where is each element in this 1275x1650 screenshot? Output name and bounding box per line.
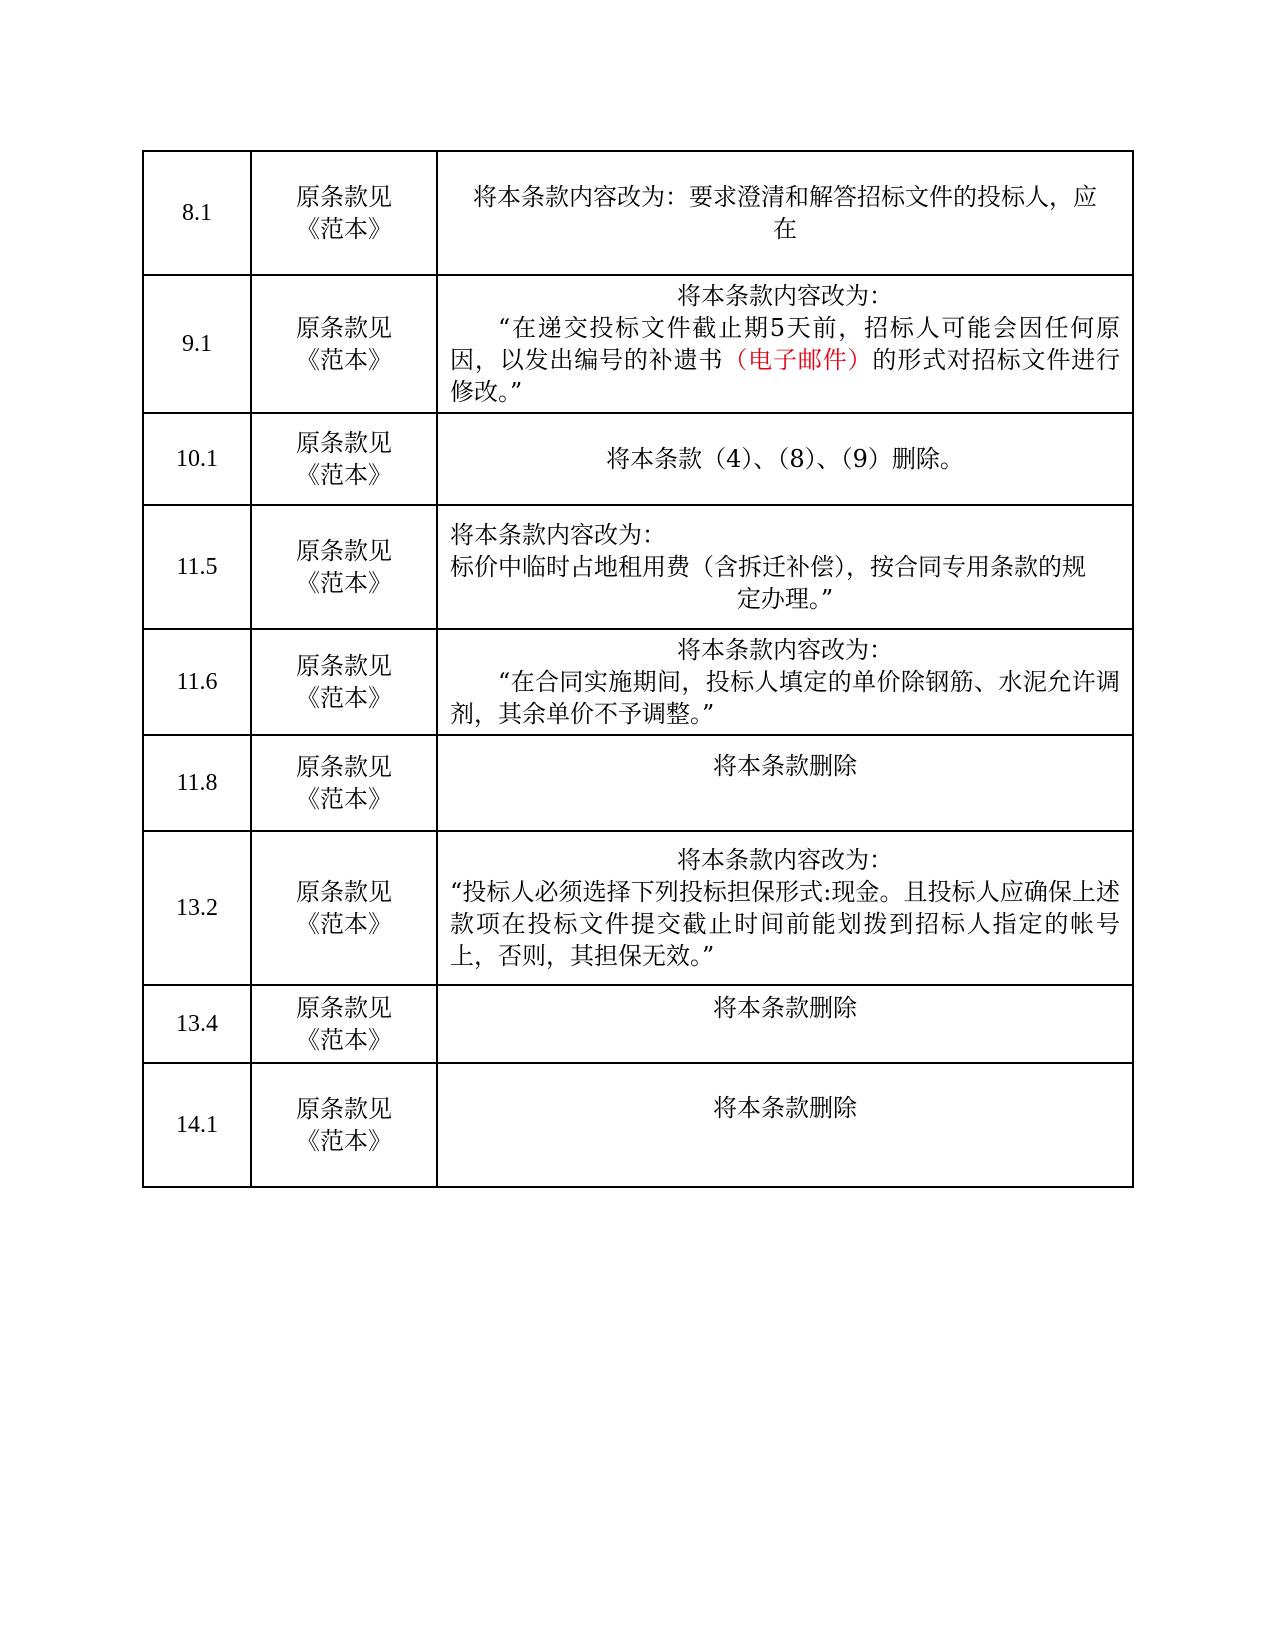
table-row (143, 735, 1133, 831)
clause-reference (251, 629, 437, 735)
content-text: 定办理。” (736, 585, 834, 613)
reference-line: 《范本》 (296, 684, 392, 712)
clause-content (437, 629, 1133, 735)
content-body: 标价中临时占地租用费（含拆迁补偿），按合同专用条款的规 (450, 553, 1086, 581)
reference-line: 原条款见 (296, 652, 392, 680)
reference-line: 《范本》 (296, 1026, 392, 1054)
table-row (143, 1063, 1133, 1187)
clause-reference (251, 735, 437, 831)
clause-number: 10.1 (143, 413, 251, 505)
clause-reference (251, 985, 437, 1063)
reference-line: 《范本》 (296, 461, 392, 489)
clause-content (437, 413, 1133, 505)
clause-reference (251, 831, 437, 985)
content-heading: 将本条款内容改为： (677, 282, 893, 310)
reference-line: 原条款见 (296, 878, 392, 906)
table-row (143, 413, 1133, 505)
content-text: 的形式对招标文件进行修改。” (450, 346, 1121, 406)
clause-number: 11.5 (143, 505, 251, 629)
clause-number: 9.1 (143, 275, 251, 413)
table-row (143, 505, 1133, 629)
clause-number: 8.1 (143, 151, 251, 275)
content-text: 将本条款（4）、（8）、（9）删除。 (606, 445, 964, 473)
content-body: “在合同实施期间，投标人填定的单价除钢筋、水泥允许调剂，其余单价不予调整。” (450, 668, 1120, 728)
table-row (143, 985, 1133, 1063)
table-row (143, 151, 1133, 275)
content-text: 将本条款内容改为：要求澄清和解答招标文件的投标人，应 (473, 183, 1097, 211)
content-heading: 将本条款内容改为： (677, 846, 893, 874)
clause-amendment-table (142, 150, 1134, 1188)
content-body (450, 312, 1120, 408)
clause-content (437, 985, 1133, 1063)
content-heading: 将本条款内容改为： (450, 521, 666, 549)
content-heading: 将本条款内容改为： (677, 636, 893, 664)
reference-line: 《范本》 (296, 910, 392, 938)
clause-reference (251, 151, 437, 275)
reference-line: 原条款见 (296, 314, 392, 342)
clause-reference (251, 505, 437, 629)
clause-reference (251, 413, 437, 505)
clause-reference (251, 275, 437, 413)
reference-line: 原条款见 (296, 429, 392, 457)
reference-line: 原条款见 (296, 994, 392, 1022)
content-text: “在递交投标文件截止期5天前，招标人可能会因任何原因，以发出编号的补遗书 (450, 314, 1120, 374)
content-text: 将本条款删除 (713, 752, 857, 780)
clause-number: 11.8 (143, 735, 251, 831)
clause-content (437, 1063, 1133, 1187)
reference-line: 《范本》 (296, 215, 392, 243)
reference-line: 原条款见 (296, 183, 392, 211)
reference-line: 原条款见 (296, 1095, 392, 1123)
content-text: 在 (773, 215, 797, 243)
reference-line: 原条款见 (296, 753, 392, 781)
clause-content (437, 151, 1133, 275)
clause-content (437, 735, 1133, 831)
reference-line: 原条款见 (296, 537, 392, 565)
reference-line: 《范本》 (296, 346, 392, 374)
table-row (143, 831, 1133, 985)
reference-line: 《范本》 (296, 1127, 392, 1155)
reference-line: 《范本》 (296, 569, 392, 597)
clause-number: 13.2 (143, 831, 251, 985)
highlighted-text: （电子邮件） (723, 346, 873, 374)
table-row (143, 629, 1133, 735)
content-text: 将本条款删除 (713, 994, 857, 1022)
clause-number: 11.6 (143, 629, 251, 735)
clause-number: 13.4 (143, 985, 251, 1063)
clause-number: 14.1 (143, 1063, 251, 1187)
clause-content (437, 505, 1133, 629)
content-text: 将本条款删除 (713, 1094, 857, 1122)
clause-content (437, 275, 1133, 413)
clause-reference (251, 1063, 437, 1187)
clause-content (437, 831, 1133, 985)
content-body: “投标人必须选择下列投标担保形式:现金。且投标人应确保上述款项在投标文件提交截止时间前能划拨到招标人指定的帐号上，否则，其担保无效。” (450, 878, 1120, 970)
table-row (143, 275, 1133, 413)
reference-line: 《范本》 (296, 785, 392, 813)
